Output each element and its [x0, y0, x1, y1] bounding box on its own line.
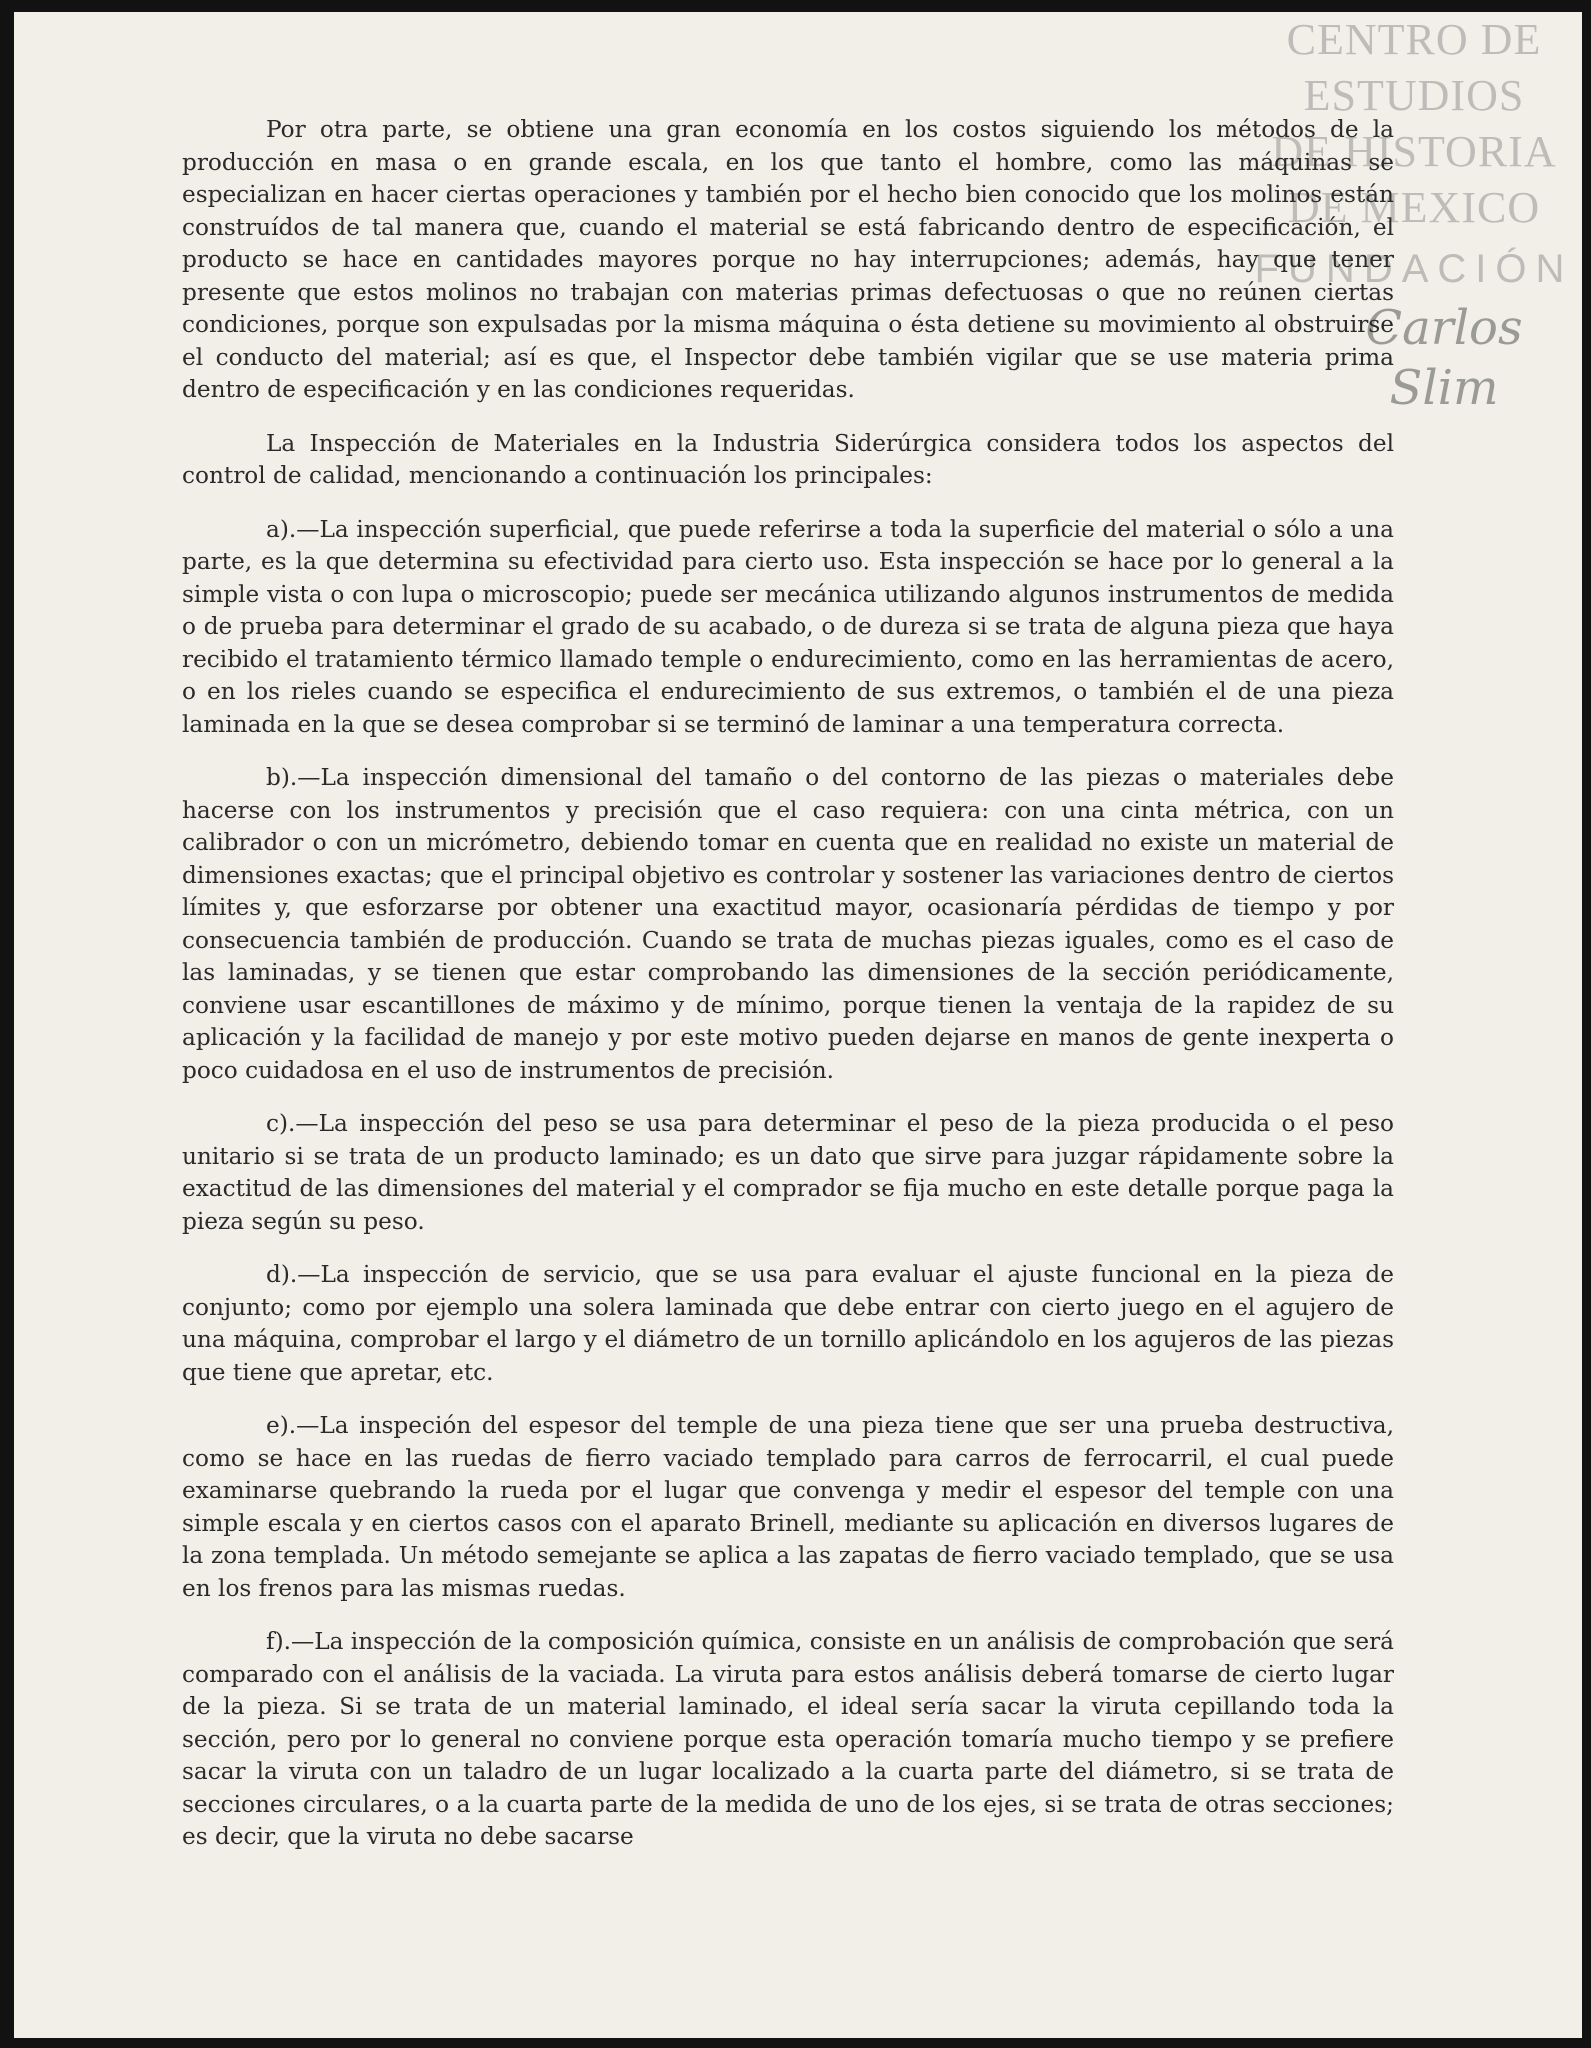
watermark-line: ESTUDIOS — [1303, 71, 1525, 120]
watermark-signature: Carlos Slim — [1365, 300, 1523, 416]
watermark-line: DE HISTORIA — [1271, 127, 1557, 176]
list-item — [182, 1410, 1394, 1605]
paragraph: La Inspección de Materiales en la Industria Siderúrgica considera todos los aspectos del control de calidad, mencionando a continuación los principales: — [182, 429, 1394, 489]
list-item-marker: a).— — [266, 515, 320, 543]
watermark-line: DE MEXICO — [1287, 183, 1541, 232]
list-item — [182, 1108, 1394, 1238]
list-item — [182, 762, 1394, 1087]
watermark-foundation: FUNDACIÓN — [1254, 247, 1574, 291]
list-item — [182, 1626, 1394, 1854]
document-page — [14, 12, 1582, 2038]
list-item-marker: c).— — [266, 1110, 319, 1137]
list-item-text: La inspección del peso se usa para determinar el peso de la pieza producida o el peso unitario si se trata de un producto laminado; es un dato que sirve para juzgar rápidamente sobre la exactitud de las dimensiones del material y el comprador se fija mucho en este detalle porque paga la pieza según su peso. — [182, 1110, 1394, 1235]
list-item — [182, 514, 1394, 742]
list-item-marker: d).— — [266, 1261, 321, 1288]
list-item-text: La inspección superficial, que puede referirse a toda la superficie del material o sólo a una parte, es la que determina su efectividad para cierto uso. Esta inspección se hace por lo general a la simple vista o con lupa o microscopio; puede ser mecánica utilizando algunos instrumentos de medida o de prueba para determinar el grado de su acabado, o de dureza si se trata de alguna pieza que haya recibido el tratamiento térmico llamado temple o endurecimiento, como en las herramientas de acero, o en los rieles cuando se especifica el endurecimiento de sus extremos, o también el de una pieza laminada en la que se desea comprobar si se terminó de laminar a una temperatura correcta. — [182, 515, 1394, 738]
paragraph: Por otra parte, se obtiene una gran economía en los costos siguiendo los métodos de la producción en masa o en grande escala, en los que tanto el hombre, como las máquinas se especializan en hacer ciertas operaciones y también por el hecho bien conocido que los molinos están construídos de tal manera que, cuando el material se está fabricando dentro de especificación, el producto se hace en cantidades mayores porque no hay interrupciones; además, hay que tener presente que estos molinos no trabajan con materias primas defectuosas o que no reúnen ciertas condiciones, porque son expulsadas por la misma máquina o ésta detiene su movimiento al obstruirse el conducto del material; así es que, el Inspector debe también vigilar que se use materia prima dentro de especificación y en las condiciones requeridas. — [182, 116, 1394, 403]
list-item-text: La inspección de servicio, que se usa para evaluar el ajuste funcional en la pieza de conjunto; como por ejemplo una solera laminada que debe entrar con cierto juego en el agujero de una máquina, comprobar el largo y el diámetro de un tornillo aplicándolo en los agujeros de las piezas que tiene que apretar, etc. — [182, 1261, 1394, 1386]
list-item-marker: f).— — [266, 1628, 315, 1655]
list-item — [182, 1259, 1394, 1389]
list-item-text: La inspeción del espesor del temple de una pieza tiene que ser una prueba destructiva, como se hace en las ruedas de fierro vaciado templado para carros de ferrocarril, el cual puede examinarse quebrando la rueda por el lugar que convenga y medir el espesor del temple con una simple escala y en ciertos casos con el aparato Brinell, mediante su aplicación en diversos lugares de la zona templada. Un método semejante se aplica a las zapatas de fierro vaciado templado, que se usa en los frenos para las mismas ruedas. — [182, 1412, 1394, 1602]
body-text — [182, 114, 1394, 1875]
list-item-text: La inspección dimensional del tamaño o del contorno de las piezas o materiales debe hacerse con los instrumentos y precisión que el caso requiera: con una cinta métrica, con un calibrador o con un micrómetro, debiendo tomar en cuenta que en realidad no existe un material de dimensiones exactas; que el principal objetivo es controlar y sostener las variaciones dentro de ciertos límites y, que esforzarse por obtener una exactitud mayor, ocasionaría pérdidas de tiempo y por consecuencia también de producción. Cuando se trata de muchas piezas iguales, como es el caso de las laminadas, y se tienen que estar comprobando las dimensiones de la sección periódicamente, conviene usar escantillones de máximo y de mínimo, porque tienen la ventaja de la rapidez de su aplicación y la facilidad de manejo y por este motivo pueden dejarse en manos de gente inexperta o poco cuidadosa en el uso de instrumentos de precisión. — [182, 764, 1394, 1084]
list-item-marker: b).— — [266, 764, 321, 791]
list-item-text: La inspección de la composición química, consiste en un análisis de comprobación que será comparado con el análisis de la vaciada. La viruta para estos análisis deberá tomarse de cierto lugar de la pieza. Si se trata de un material laminado, el ideal sería sacar la viruta cepillando toda la sección, pero por lo general no conviene porque esta operación tomaría mucho tiempo y se prefiere sacar la viruta con un taladro de un lugar localizado a la cuarta parte del diámetro, si se trata de secciones circulares, o a la cuarta parte de la medida de uno de los ejes, si se trata de otras secciones; es decir, que la viruta no debe sacarse — [182, 1628, 1394, 1850]
watermark-line: CENTRO DE — [1286, 15, 1542, 64]
list-item-marker: e).— — [266, 1412, 320, 1439]
